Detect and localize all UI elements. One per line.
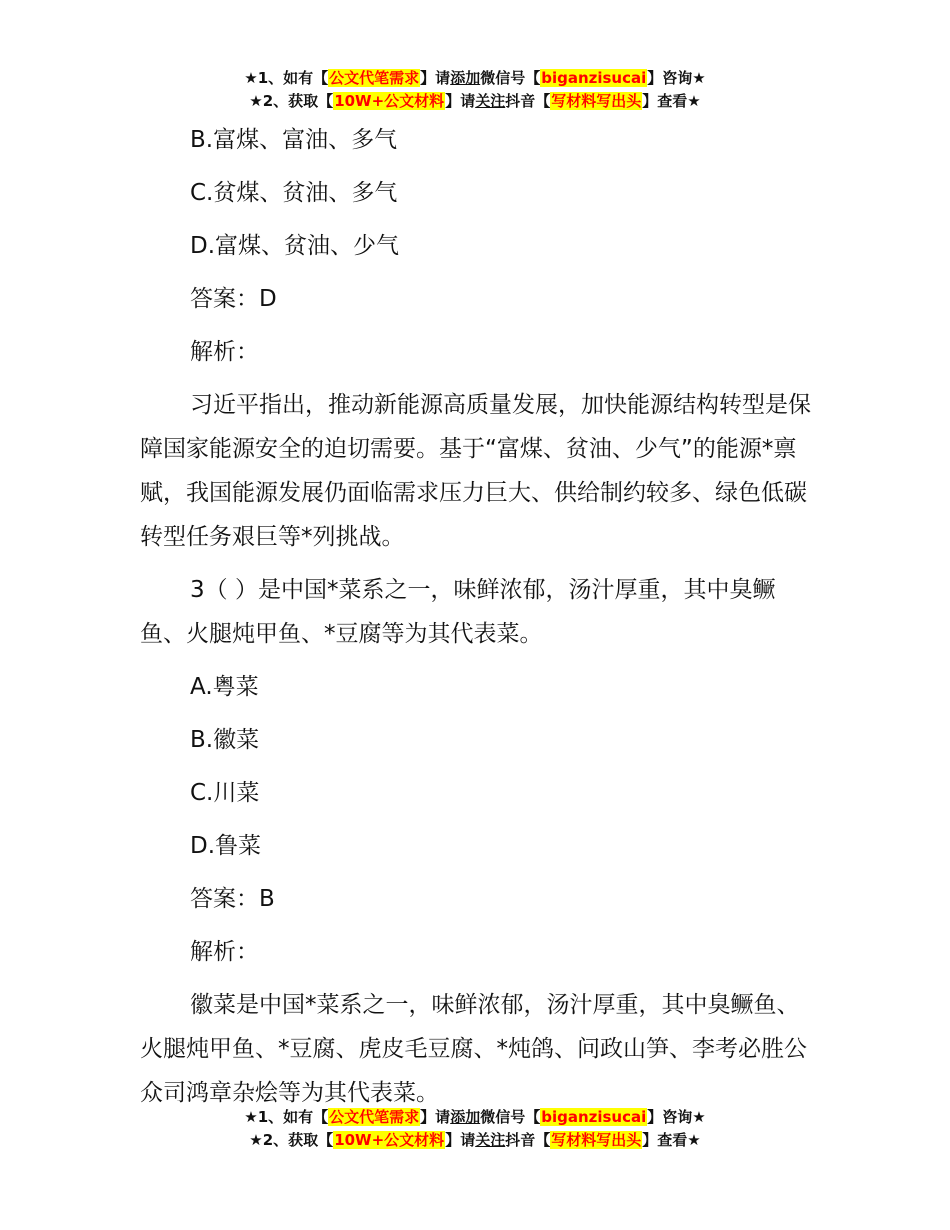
banner-text: 】咨询★ bbox=[647, 1108, 706, 1126]
banner-text: 】请 bbox=[445, 92, 476, 110]
banner-line-1 bbox=[0, 1106, 950, 1129]
q2-option-d: D.富煤、贫油、少气 bbox=[190, 233, 400, 259]
header-banner bbox=[0, 67, 950, 113]
banner-text: 微信号【 bbox=[480, 1108, 541, 1126]
q2-answer: 答案：D bbox=[190, 286, 277, 312]
document-body bbox=[140, 118, 812, 1115]
q3-option-d: D.鲁菜 bbox=[190, 833, 262, 859]
highlight-materials: 10W+公文材料 bbox=[334, 1131, 445, 1149]
q3-option-c: C.川菜 bbox=[190, 780, 260, 806]
banner-text: 】查看★ bbox=[642, 1131, 701, 1149]
highlight-wechat-id: biganzisucai bbox=[541, 69, 647, 87]
banner-text: ★2、获取【 bbox=[249, 92, 334, 110]
underlined-follow: 关注 bbox=[475, 1131, 506, 1149]
banner-text: 】请 bbox=[420, 1108, 451, 1126]
underlined-add: 添加 bbox=[450, 69, 481, 87]
highlight-ghostwriting: 公文代笔需求 bbox=[329, 69, 420, 87]
q2-analysis-text: 习近平指出，推动新能源高质量发展，加快能源结构转型是保障国家能源安全的迫切需要。基于“富煤、贫油、少气”的能源*禀赋，我国能源发展仍面临需求压力巨大、供给制约较多、绿色低碳转型任务艰巨等*列挑战。 bbox=[140, 392, 811, 550]
highlight-douyin-account: 写材料写出头 bbox=[551, 92, 642, 110]
banner-text: 抖音【 bbox=[505, 92, 551, 110]
banner-text: 】咨询★ bbox=[647, 69, 706, 87]
banner-line-2 bbox=[0, 1129, 950, 1152]
q3-option-b: B.徽菜 bbox=[190, 727, 260, 753]
banner-text: ★1、如有【 bbox=[244, 69, 329, 87]
banner-text: 】请 bbox=[420, 69, 451, 87]
footer-banner bbox=[0, 1106, 950, 1152]
banner-text: ★2、获取【 bbox=[249, 1131, 334, 1149]
q3-answer: 答案：B bbox=[190, 886, 275, 912]
q3-stem: 3（ ）是中国*菜系之一，味鲜浓郁，汤汁厚重，其中臭鳜鱼、火腿炖甲鱼、*豆腐等为其代表菜。 bbox=[140, 577, 776, 647]
q3-analysis-label: 解析： bbox=[190, 939, 259, 965]
banner-text: 】查看★ bbox=[642, 92, 701, 110]
highlight-ghostwriting: 公文代笔需求 bbox=[329, 1108, 420, 1126]
banner-text: 】请 bbox=[445, 1131, 476, 1149]
q3-analysis-text: 徽菜是中国*菜系之一，味鲜浓郁，汤汁厚重，其中臭鳜鱼、火腿炖甲鱼、*豆腐、虎皮毛豆腐、*炖鸽、问政山笋、李考必胜公众司鸿章杂烩等为其代表菜。 bbox=[140, 992, 807, 1106]
q3-option-a: A.粤菜 bbox=[190, 674, 259, 700]
highlight-wechat-id: biganzisucai bbox=[541, 1108, 647, 1126]
highlight-materials: 10W+公文材料 bbox=[334, 92, 445, 110]
banner-line-1 bbox=[0, 67, 950, 90]
banner-text: ★1、如有【 bbox=[244, 1108, 329, 1126]
underlined-add: 添加 bbox=[450, 1108, 481, 1126]
q2-analysis-label: 解析： bbox=[190, 339, 259, 365]
q2-option-b: B.富煤、富油、多气 bbox=[190, 127, 398, 153]
banner-text: 抖音【 bbox=[505, 1131, 551, 1149]
banner-text: 微信号【 bbox=[480, 69, 541, 87]
q2-option-c: C.贫煤、贫油、多气 bbox=[190, 180, 398, 206]
banner-line-2 bbox=[0, 90, 950, 113]
underlined-follow: 关注 bbox=[475, 92, 506, 110]
highlight-douyin-account: 写材料写出头 bbox=[551, 1131, 642, 1149]
